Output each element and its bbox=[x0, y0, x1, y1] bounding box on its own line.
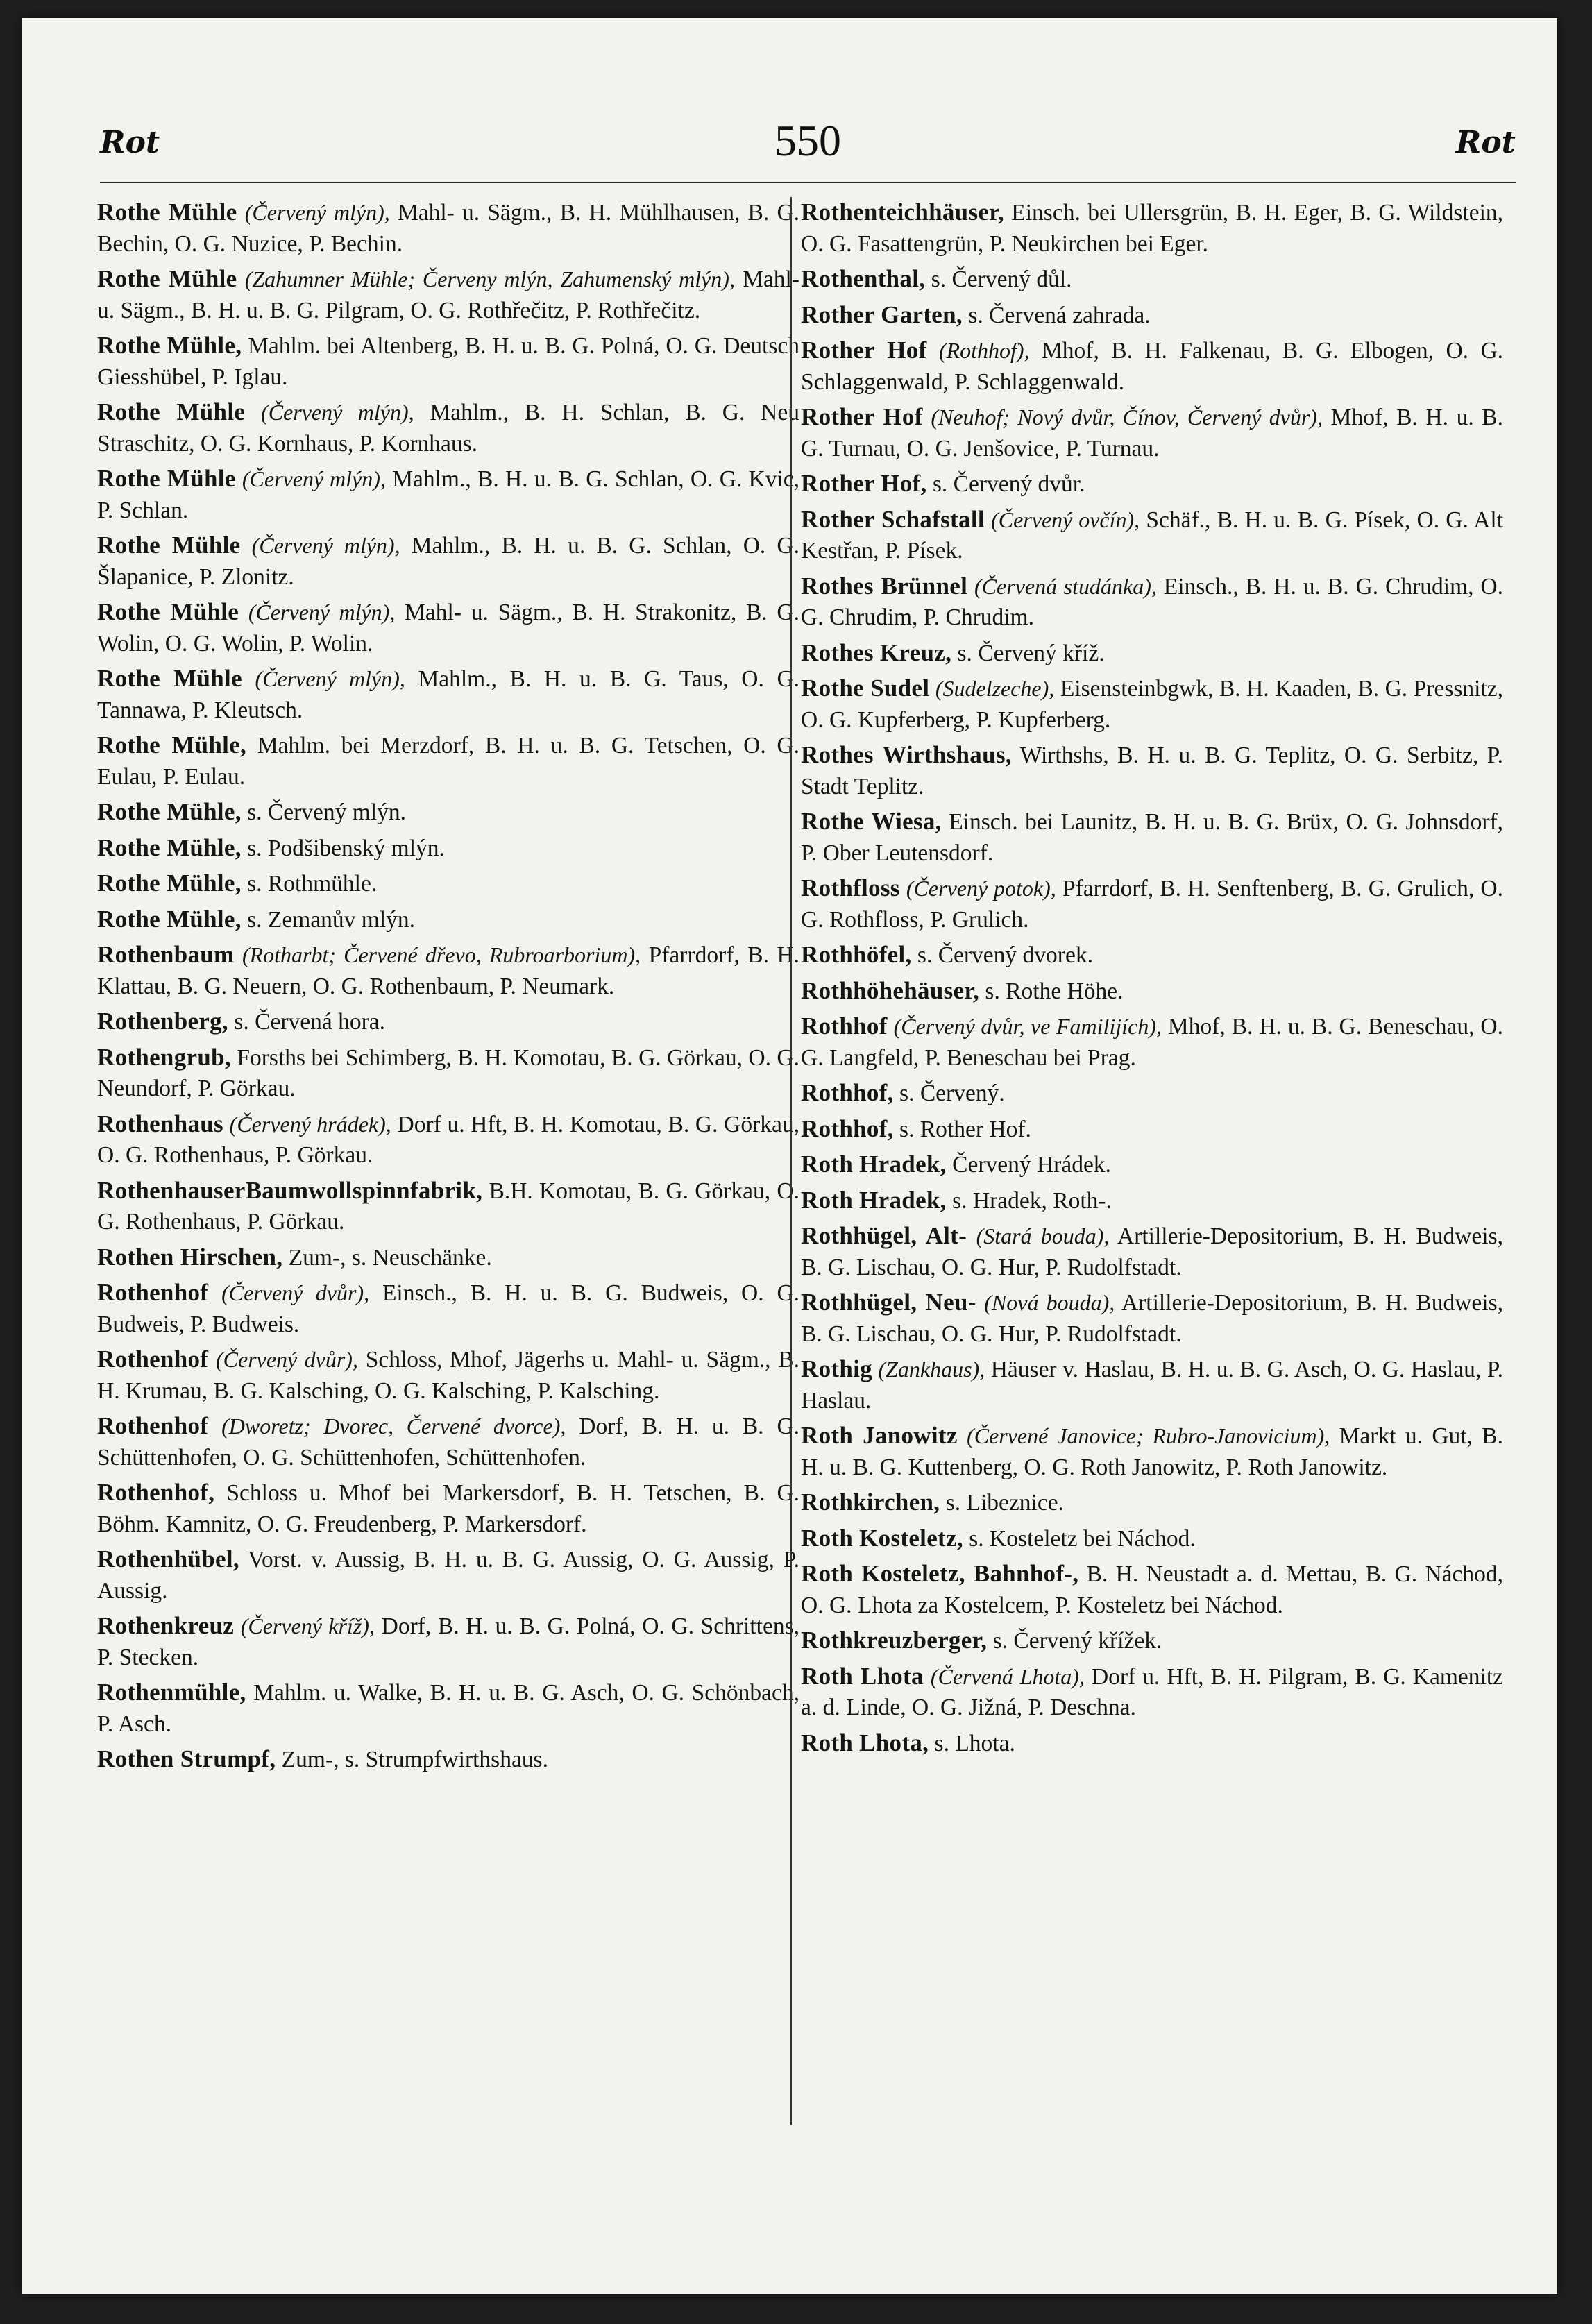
gazetteer-entry bbox=[97, 1109, 799, 1171]
entry-headword: Rothe Wiesa, bbox=[801, 808, 942, 835]
entry-text: Mahlm., B. H. u. B. G. Schlan, O. G. Kvic, P. Schlan. bbox=[97, 466, 800, 523]
entry-headword: Rothkirchen, bbox=[801, 1488, 940, 1516]
entry-text: Häuser v. Haslau, B. H. u. B. G. Asch, O. G. Haslau, P. Haslau. bbox=[801, 1357, 1504, 1414]
entry-headword: Rothhöhehäuser, bbox=[801, 976, 980, 1004]
gazetteer-entry bbox=[97, 868, 799, 900]
gazetteer-entry bbox=[97, 1042, 799, 1105]
entry-text: Mahlm. bei Altenberg, B. H. u. B. G. Polná, O. G. Deutsch Giesshübel, P. Iglau. bbox=[97, 333, 799, 390]
entry-headword: Rothenhof bbox=[97, 1346, 209, 1373]
gazetteer-entry bbox=[97, 1611, 799, 1673]
entry-headword: Rothenmühle, bbox=[97, 1679, 246, 1706]
gazetteer-entry bbox=[97, 197, 799, 260]
entry-headword: Roth Hradek, bbox=[801, 1186, 947, 1214]
entry-headword: Rothhof, bbox=[801, 1079, 894, 1106]
gazetteer-entry bbox=[97, 597, 799, 659]
entry-text: Artillerie-Depositorium, B. H. Budweis, B. G. Lischau, O. G. Hur, P. Rudolfstadt. bbox=[801, 1223, 1503, 1280]
entry-alt-names: (Nová bouda), bbox=[984, 1290, 1115, 1315]
gazetteer-entry bbox=[801, 504, 1503, 567]
entry-text: Vorst. v. Aussig, B. H. u. B. G. Aussig, O. G. Aussig, P. Aussig. bbox=[97, 1547, 799, 1604]
entry-headword: Rothe Mühle, bbox=[97, 332, 242, 359]
entry-alt-names: (Červený potok), bbox=[906, 876, 1056, 901]
entry-alt-names: (Červený dvůr), bbox=[221, 1280, 370, 1305]
entry-alt-names: (Červený mlýn), bbox=[244, 200, 390, 225]
entry-text: Mhof, B. H. Falkenau, B. G. Elbogen, O. G. Schlaggenwald, P. Schlaggenwald. bbox=[801, 338, 1504, 395]
entry-headword: Rothen Hirschen, bbox=[97, 1243, 283, 1271]
entry-text: s. Hradek, Roth-. bbox=[952, 1187, 1112, 1214]
entry-headword: Rothe Mühle, bbox=[97, 905, 242, 933]
entry-headword: Rothe Mühle bbox=[97, 598, 239, 625]
gazetteer-entry bbox=[801, 300, 1503, 332]
gazetteer-entry bbox=[801, 1011, 1503, 1074]
entry-alt-names: (Červený mlýn), bbox=[242, 466, 386, 491]
entry-alt-names: (Stará bouda), bbox=[976, 1223, 1110, 1248]
entry-text: s. Červený křížek. bbox=[992, 1628, 1162, 1654]
entry-headword: Rothe Mühle bbox=[97, 665, 242, 692]
entry-headword: Rother Hof bbox=[801, 337, 927, 364]
entry-text: B.H. Komotau, B. G. Görkau, O. G. Rothenhaus, P. Görkau. bbox=[97, 1178, 800, 1235]
entry-headword: Rother Schafstall bbox=[801, 505, 985, 533]
entry-headword: Rothenhof, bbox=[97, 1479, 215, 1506]
entry-text: Einsch., B. H. u. B. G. Chrudim, O. G. Chrudim, P. Chrudim. bbox=[801, 573, 1504, 630]
running-head-right: Rot bbox=[1455, 125, 1516, 160]
entry-headword: Rothengrub, bbox=[97, 1043, 231, 1071]
entry-text: s. Rothmühle. bbox=[247, 871, 378, 897]
gazetteer-entry bbox=[801, 1354, 1503, 1416]
page-number: 550 bbox=[774, 116, 841, 165]
entry-alt-names: (Červená studánka), bbox=[974, 573, 1157, 599]
entry-headword: Rothig bbox=[801, 1355, 872, 1382]
gazetteer-entry bbox=[801, 1625, 1503, 1657]
gazetteer-entry bbox=[801, 806, 1503, 869]
entry-headword: Roth Kosteletz, Bahnhof-, bbox=[801, 1560, 1079, 1587]
gazetteer-entry bbox=[97, 904, 799, 936]
gazetteer-entry bbox=[801, 1149, 1503, 1181]
entry-text: Einsch. bei Ullersgrün, B. H. Eger, B. G. Wildstein, O. G. Fasattengrün, P. Neukirchen bei Eger. bbox=[801, 200, 1504, 257]
gazetteer-entry bbox=[97, 530, 799, 593]
gazetteer-entry bbox=[97, 1477, 799, 1540]
entry-headword: Rothhügel, Alt- bbox=[801, 1222, 967, 1249]
entry-text: Wirthshs, B. H. u. B. G. Teplitz, O. G. Serbitz, P. Stadt Teplitz. bbox=[801, 743, 1503, 799]
entry-text: Mhof, B. H. u. B. G. Turnau, O. G. Jenšovice, P. Turnau. bbox=[801, 405, 1504, 461]
gazetteer-entry bbox=[97, 1411, 799, 1473]
entry-text: Pfarrdorf, B. H. Klattau, B. G. Neuern, O. G. Rothenbaum, P. Neumark. bbox=[97, 942, 800, 999]
gazetteer-entry bbox=[97, 1278, 799, 1340]
entry-headword: Rothe Mühle, bbox=[97, 870, 242, 897]
gazetteer-entry bbox=[801, 1559, 1503, 1621]
entry-headword: Rothe Mühle, bbox=[97, 731, 247, 758]
gazetteer-entry bbox=[97, 1677, 799, 1740]
entry-headword: Rothes Brünnel bbox=[801, 572, 968, 600]
entry-alt-names: (Červený kříž), bbox=[240, 1613, 375, 1638]
entry-text: Forsths bei Schimberg, B. H. Komotau, B. G. Görkau, O. G. Neundorf, P. Görkau. bbox=[97, 1044, 799, 1101]
entry-text: Pfarrdorf, B. H. Senftenberg, B. G. Grulich, O. G. Rothfloss, P. Grulich. bbox=[801, 876, 1503, 933]
entry-text: Mahlm. bei Merzdorf, B. H. u. B. G. Tetschen, O. G. Eulau, P. Eulau. bbox=[97, 733, 800, 790]
entry-text: s. Podšibenský mlýn. bbox=[247, 835, 445, 861]
entry-text: Mahlm. u. Walke, B. H. u. B. G. Asch, O. G. Schönbach, P. Asch. bbox=[97, 1680, 800, 1737]
entry-alt-names: (Červený dvůr), bbox=[215, 1347, 358, 1372]
entry-alt-names: (Rothhof), bbox=[938, 338, 1030, 363]
entry-text: s. Červený dvůr. bbox=[932, 471, 1085, 497]
gazetteer-entry bbox=[97, 464, 799, 526]
gazetteer-entry bbox=[801, 940, 1503, 972]
gazetteer-entry bbox=[801, 873, 1503, 935]
entry-alt-names: (Zahumner Mühle; Červeny mlýn, Zahumenský mlýn), bbox=[244, 266, 735, 291]
entry-headword: Roth Lhota, bbox=[801, 1729, 929, 1756]
page-header bbox=[100, 115, 1516, 171]
entry-headword: Roth Lhota bbox=[801, 1662, 924, 1690]
gazetteer-entry bbox=[801, 1523, 1503, 1555]
entry-headword: Rother Hof, bbox=[801, 470, 927, 497]
entry-text: Mahlm., B. H. u. B. G. Schlan, O. G. Šlapanice, P. Zlonitz. bbox=[97, 533, 800, 590]
entry-text: Červený Hrádek. bbox=[952, 1152, 1111, 1178]
entry-text: Dorf, B. H. u. B. G. Polná, O. G. Schrittens, P. Stecken. bbox=[97, 1613, 800, 1670]
entry-headword: Rothhügel, Neu- bbox=[801, 1289, 976, 1316]
entry-text: Einsch. bei Launitz, B. H. u. B. G. Brüx, O. G. Johnsdorf, P. Ober Leutensdorf. bbox=[801, 809, 1504, 866]
gazetteer-entry bbox=[97, 1544, 799, 1606]
entry-text: Schäf., B. H. u. B. G. Písek, O. G. Alt Kestřan, P. Písek. bbox=[801, 507, 1504, 563]
gazetteer-entry bbox=[97, 833, 799, 865]
entry-text: Dorf u. Hft, B. H. Komotau, B. G. Görkau, O. G. Rothenhaus, P. Görkau. bbox=[97, 1111, 800, 1168]
right-column bbox=[801, 197, 1503, 1763]
entry-alt-names: (Červený hrádek), bbox=[229, 1111, 391, 1137]
entry-headword: Rothenhof bbox=[97, 1279, 209, 1306]
gazetteer-entry bbox=[97, 730, 799, 792]
entry-headword: Rothenberg, bbox=[97, 1008, 228, 1035]
entry-text: Eisensteinbgwk, B. H. Kaaden, B. G. Pressnitz, O. G. Kupferberg, P. Kupferberg. bbox=[801, 676, 1504, 733]
entry-alt-names: (Červený dvůr, ve Familijích), bbox=[893, 1014, 1162, 1039]
entry-text: s. Červený. bbox=[899, 1080, 1005, 1106]
entry-text: Dorf u. Hft, B. H. Pilgram, B. G. Kamenitz a. d. Linde, O. G. Jižná, P. Deschna. bbox=[801, 1663, 1503, 1720]
gazetteer-entry bbox=[97, 1344, 799, 1407]
entry-text: s. Červená zahrada. bbox=[968, 302, 1151, 328]
gazetteer-entry bbox=[97, 1006, 799, 1038]
entry-text: s. Červený dvorek. bbox=[917, 942, 1093, 968]
gazetteer-entry bbox=[801, 1185, 1503, 1217]
gazetteer-entry bbox=[801, 1078, 1503, 1110]
entry-headword: Rothe Sudel bbox=[801, 675, 930, 702]
gazetteer-entry bbox=[97, 264, 799, 326]
entry-headword: Rothenhof bbox=[97, 1412, 209, 1439]
entry-text: s. Kosteletz bei Náchod. bbox=[969, 1525, 1196, 1552]
entry-text: Mhof, B. H. u. B. G. Beneschau, O. G. Langfeld, P. Beneschau bei Prag. bbox=[801, 1014, 1504, 1071]
entry-headword: Rothes Wirthshaus, bbox=[801, 741, 1012, 768]
document-page bbox=[22, 18, 1557, 2294]
entry-headword: Rother Hof bbox=[801, 403, 923, 430]
entry-text: s. Rother Hof. bbox=[899, 1116, 1031, 1142]
gazetteer-entry bbox=[801, 1661, 1503, 1724]
gazetteer-entry bbox=[801, 335, 1503, 398]
entry-headword: Rothkreuzberger, bbox=[801, 1627, 988, 1654]
entry-headword: Rothe Mühle, bbox=[97, 798, 242, 825]
gazetteer-entry bbox=[801, 1728, 1503, 1760]
entry-alt-names: (Červený mlýn), bbox=[248, 600, 396, 625]
entry-alt-names: (Červený ovčín), bbox=[991, 507, 1140, 532]
entry-text: s. Červený mlýn. bbox=[247, 799, 407, 825]
gazetteer-entry bbox=[97, 797, 799, 829]
entry-headword: Rothe Mühle bbox=[97, 398, 246, 425]
entry-text: Schloss, Mhof, Jägerhs u. Mahl- u. Sägm., B. H. Krumau, B. G. Kalsching, O. G. Kalsching, P. Kalsching. bbox=[97, 1347, 800, 1404]
left-column bbox=[97, 197, 799, 1780]
entry-headword: Rothe Mühle bbox=[97, 198, 237, 226]
entry-text: s. Rothe Höhe. bbox=[985, 978, 1124, 1004]
entry-text: s. Zemanův mlýn. bbox=[247, 906, 416, 933]
entry-text: Zum-, s. Neuschänke. bbox=[288, 1244, 492, 1271]
entry-alt-names: (Červená Lhota), bbox=[930, 1663, 1085, 1689]
entry-alt-names: (Červený mlýn), bbox=[255, 666, 405, 691]
entry-headword: Rothenkreuz bbox=[97, 1612, 235, 1639]
gazetteer-entry bbox=[801, 402, 1503, 464]
entry-headword: Rothenhaus bbox=[97, 1110, 223, 1137]
gazetteer-entry bbox=[801, 1487, 1503, 1519]
gazetteer-entry bbox=[97, 330, 799, 393]
entry-headword: Roth Janowitz bbox=[801, 1422, 958, 1449]
entry-alt-names: (Červený mlýn), bbox=[251, 533, 400, 558]
entry-headword: Rothenthal, bbox=[801, 265, 926, 292]
entry-text: Mahl- u. Sägm., B. H. Mühlhausen, B. G. Bechin, O. G. Nuzice, P. Bechin. bbox=[97, 200, 800, 257]
gazetteer-entry bbox=[801, 673, 1503, 736]
header-rule bbox=[100, 182, 1516, 183]
entry-headword: Rothfloss bbox=[801, 874, 900, 901]
entry-text: s. Červený důl. bbox=[931, 266, 1072, 292]
entry-text: Dorf, B. H. u. B. G. Schüttenhofen, O. G. Schüttenhofen, Schüttenhofen. bbox=[97, 1414, 800, 1470]
entry-text: Zum-, s. Strumpfwirthshaus. bbox=[281, 1747, 548, 1772]
running-head-left: Rot bbox=[100, 125, 160, 160]
entry-text: B. H. Neustadt a. d. Mettau, B. G. Náchod, O. G. Lhota za Kostelcem, P. Kosteletz bei Náchod. bbox=[801, 1561, 1503, 1618]
entry-alt-names: (Sudelzeche), bbox=[935, 676, 1055, 701]
entry-alt-names: (Neuhof; Nový dvůr, Čínov, Červený dvůr), bbox=[931, 405, 1323, 430]
gazetteer-entry bbox=[97, 397, 799, 459]
entry-text: s. Červený kříž. bbox=[957, 640, 1105, 666]
entry-headword: Rothenteichhäuser, bbox=[801, 198, 1004, 226]
gazetteer-entry bbox=[801, 571, 1503, 634]
entry-alt-names: (Červené Janovice; Rubro-Janovicium), bbox=[967, 1423, 1330, 1448]
gazetteer-entry bbox=[97, 1242, 799, 1274]
entry-headword: Rothenhübel, bbox=[97, 1545, 239, 1572]
entry-alt-names: (Rotharbt; Červené dřevo, Rubroarborium), bbox=[242, 942, 641, 967]
entry-text: Mahlm., B. H. Schlan, B. G. Neu Straschitz, O. G. Kornhaus, P. Kornhaus. bbox=[97, 400, 799, 457]
entry-headword: Rothhof, bbox=[801, 1114, 894, 1142]
entry-text: Markt u. Gut, B. H. u. B. G. Kuttenberg, O. G. Roth Janowitz, P. Roth Janowitz. bbox=[801, 1423, 1504, 1480]
gazetteer-entry bbox=[97, 940, 799, 1002]
entry-alt-names: (Zankhaus), bbox=[878, 1357, 985, 1382]
entry-text: Mahl- u. Sägm., B. H. u. B. G. Pilgram, O. G. Rothřečitz, P. Rothřečitz. bbox=[97, 266, 800, 323]
gazetteer-entry bbox=[801, 638, 1503, 670]
gazetteer-entry bbox=[801, 976, 1503, 1008]
entry-headword: Rothhöfel, bbox=[801, 941, 912, 968]
entry-text: s. Libeznice. bbox=[945, 1490, 1064, 1516]
entry-text: Schloss u. Mhof bei Markersdorf, B. H. Tetschen, B. G. Böhm. Kamnitz, O. G. Freudenberg, P. Markersdorf. bbox=[97, 1480, 800, 1537]
entry-text: Artillerie-Depositorium, B. H. Budweis, B. G. Lischau, O. G. Hur, P. Rudolfstadt. bbox=[801, 1290, 1504, 1347]
gazetteer-entry bbox=[801, 1420, 1503, 1483]
column-divider bbox=[790, 197, 792, 2125]
entry-alt-names: (Dworetz; Dvorec, Červené dvorce), bbox=[221, 1414, 566, 1439]
gazetteer-entry bbox=[801, 1287, 1503, 1350]
entry-text: s. Lhota. bbox=[934, 1730, 1015, 1756]
gazetteer-entry bbox=[801, 264, 1503, 296]
gazetteer-entry bbox=[801, 1114, 1503, 1146]
gazetteer-entry bbox=[97, 1744, 799, 1776]
entry-headword: Rothe Mühle bbox=[97, 465, 236, 492]
entry-headword: Rothen Strumpf, bbox=[97, 1745, 276, 1772]
entry-headword: Rother Garten, bbox=[801, 300, 963, 328]
entry-headword: Rothe Mühle bbox=[97, 532, 241, 559]
entry-headword: Roth Kosteletz, bbox=[801, 1524, 963, 1552]
gazetteer-entry bbox=[801, 197, 1503, 260]
entry-headword: Roth Hradek, bbox=[801, 1151, 947, 1178]
entry-headword: Rothe Mühle, bbox=[97, 833, 242, 861]
entry-text: s. Červená hora. bbox=[234, 1009, 386, 1035]
entry-headword: Rothenbaum bbox=[97, 941, 235, 968]
gazetteer-entry bbox=[97, 1176, 799, 1238]
gazetteer-entry bbox=[801, 1221, 1503, 1283]
gazetteer-entry bbox=[97, 663, 799, 726]
entry-alt-names: (Červený mlýn), bbox=[261, 400, 414, 425]
entry-headword: Rothe Mühle bbox=[97, 265, 237, 292]
entry-text: Mahlm., B. H. u. B. G. Taus, O. G. Tannawa, P. Kleutsch. bbox=[97, 666, 800, 723]
entry-text: Mahl- u. Sägm., B. H. Strakonitz, B. G. Wolin, O. G. Wolin, P. Wolin. bbox=[97, 600, 799, 656]
entry-headword: RothenhauserBaumwollspinnfabrik, bbox=[97, 1176, 483, 1204]
gazetteer-entry bbox=[801, 468, 1503, 500]
entry-text: Einsch., B. H. u. B. G. Budweis, O. G. Budweis, P. Budweis. bbox=[97, 1280, 800, 1337]
gazetteer-entry bbox=[801, 740, 1503, 802]
entry-headword: Rothes Kreuz, bbox=[801, 638, 952, 666]
entry-headword: Rothhof bbox=[801, 1012, 888, 1040]
